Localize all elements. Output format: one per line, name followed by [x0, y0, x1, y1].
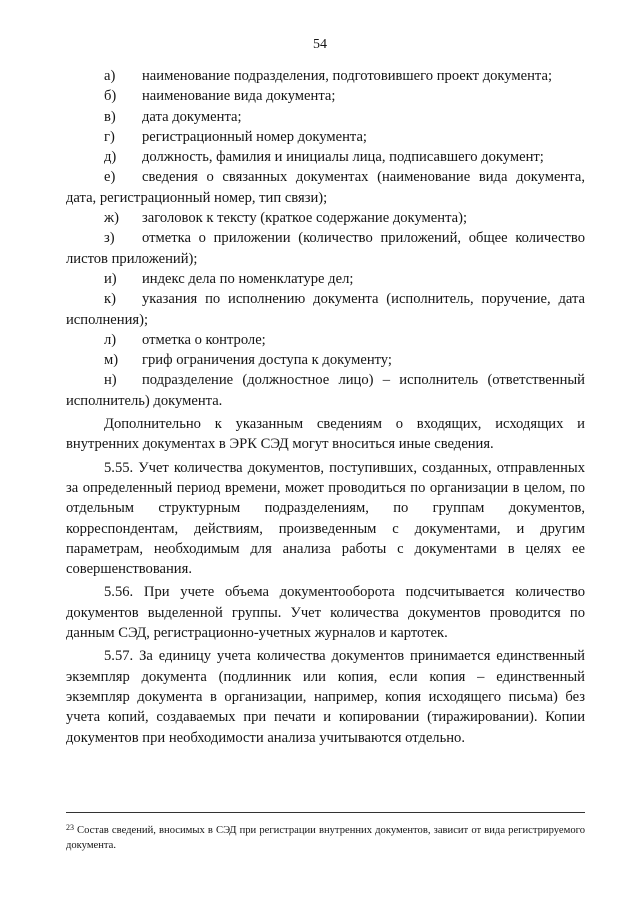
list-item-text: должность, фамилия и инициалы лица, подписавшего документ;	[142, 149, 544, 166]
paragraph: 5.55. Учет количества документов, поступивших, созданных, отправленных за определенный период времени, может проводиться по организации в целом, по отдельным структурным подразделениям, по группам документов, корреспондентам, действиям, произведенным с документами, и другим параметрам, необходимым для анализа работы с документами в целях ее совершенствования.	[66, 459, 585, 578]
page-body	[66, 66, 585, 748]
list-item-text: отметка о контроле;	[142, 331, 266, 348]
list-item-text: наименование вида документа;	[142, 88, 336, 105]
list-item	[66, 86, 585, 106]
paragraphs	[66, 414, 585, 748]
list-item-text: указания по исполнению документа (исполнитель, поручение, дата исполнения);	[66, 291, 585, 328]
list-item-text: сведения о связанных документах (наименование вида документа, дата, регистрационный номер, тип связи);	[66, 169, 585, 206]
list-marker: н)	[104, 372, 117, 389]
list-item	[66, 147, 585, 167]
list-item	[66, 167, 585, 208]
paragraph: 5.57. За единицу учета количества документов принимается единственный экземпляр документа (подлинник или копия, если копия – единственный экземпляр документа в организации, например, копия исходящего письма) без учета копий, создаваемых при печати и копировании (тиражировании). Копии документов при необходимости анализа учитываются отдельно.	[66, 648, 585, 746]
list-item	[66, 127, 585, 147]
list-item	[66, 228, 585, 269]
list-marker: е)	[104, 169, 116, 186]
list-item	[66, 370, 585, 411]
list-item-text: отметка о приложении (количество приложений, общее количество листов приложений);	[66, 230, 585, 267]
details-list	[66, 66, 585, 411]
list-marker: з)	[104, 230, 115, 247]
list-item	[66, 208, 585, 228]
list-item-text: заголовок к тексту (краткое содержание документа);	[142, 210, 468, 227]
list-marker: и)	[104, 270, 117, 287]
list-marker: в)	[104, 108, 116, 125]
list-marker: б)	[104, 88, 117, 105]
list-item-text: дата документа;	[142, 108, 242, 125]
list-marker: а)	[104, 68, 116, 84]
list-item-text: наименование подразделения, подготовившего проект документа;	[142, 68, 553, 84]
list-item	[66, 289, 585, 330]
list-item-text: гриф ограничения доступа к документу;	[142, 352, 392, 369]
list-marker: д)	[104, 149, 117, 166]
footnote-text: Состав сведений, вносимых в СЭД при регистрации внутренних документов, зависит от вида регистрируемого документа.	[66, 825, 585, 851]
list-item	[66, 350, 585, 370]
footnote-divider	[66, 812, 585, 813]
list-item	[66, 66, 585, 86]
list-item-text: регистрационный номер документа;	[142, 128, 367, 145]
list-item	[66, 330, 585, 350]
list-marker: ж)	[104, 210, 119, 227]
list-item-text: индекс дела по номенклатуре дел;	[142, 270, 354, 287]
list-marker: м)	[104, 352, 119, 369]
list-item-text: подразделение (должностное лицо) – исполнитель (ответственный исполнитель) документа.	[66, 372, 585, 409]
list-marker: л)	[104, 331, 117, 348]
page-number: 54	[313, 37, 327, 52]
paragraph: Дополнительно к указанным сведениям о входящих, исходящих и внутренних документах в ЭРК СЭД могут вноситься иные сведения.	[66, 416, 585, 453]
list-item	[66, 107, 585, 127]
footnote	[66, 820, 585, 853]
list-item	[66, 269, 585, 289]
list-marker: г)	[104, 128, 115, 145]
paragraph: 5.56. При учете объема документооборота подсчитывается количество документов выделенной группы. Учет количества документов проводится по данным СЭД, регистрационно-учетных журналов и картотек.	[66, 584, 585, 642]
footnote-number: 23	[66, 823, 74, 832]
list-marker: к)	[104, 291, 116, 308]
